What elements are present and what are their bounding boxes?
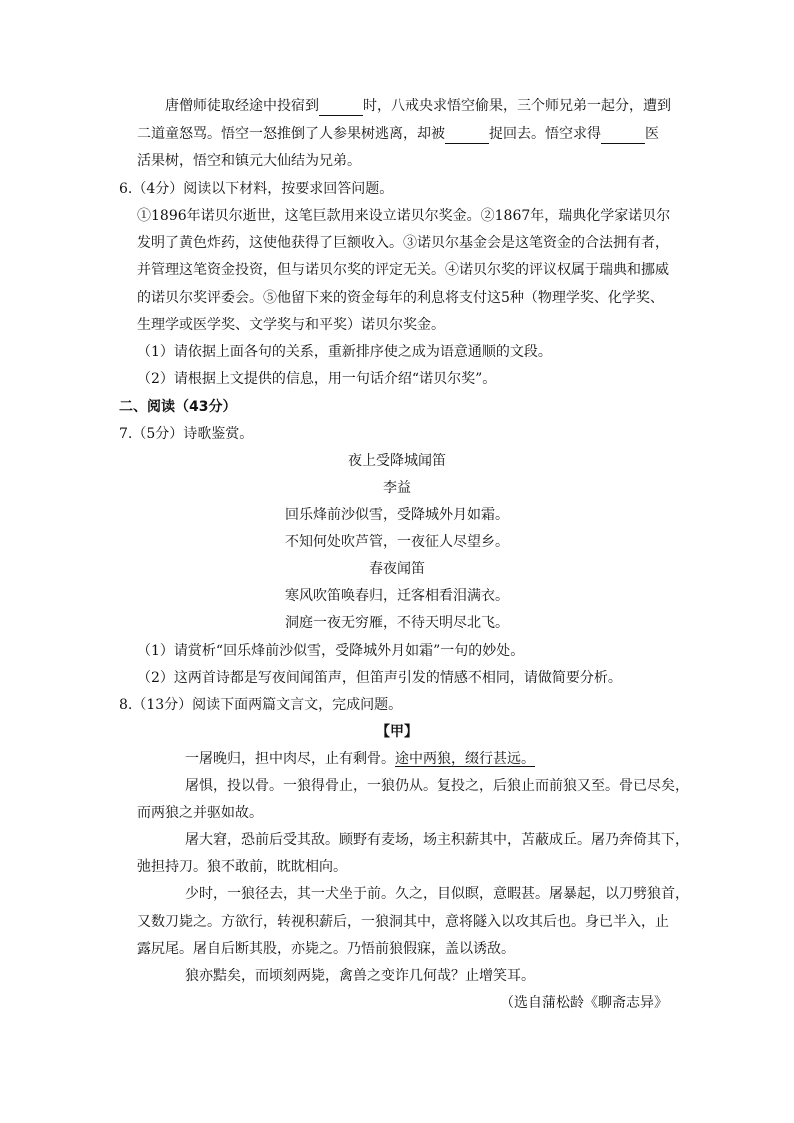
passage-paragraph-1: 一屠晚归，担中肉尽，止有剩骨。途中两狼，缀行甚远。 — [185, 751, 535, 767]
passage-paragraph-4-line-3: 露尻尾。屠自后断其股，亦毙之。乃悟前狼假寐，盖以诱敌。 — [137, 941, 515, 957]
q5-line-2: 二道童怒骂。悟空一怒推倒了人参果树逃离，却被 捉回去。悟空求得 医 — [137, 126, 659, 142]
passage-paragraph-2-line-2: 而两狼之并驱如故。 — [137, 805, 263, 821]
question-8-title: 8.（13分）阅读下面两篇文言文，完成问题。 — [119, 697, 403, 713]
poem-1-title: 夜上受降城闻笛 — [348, 453, 446, 469]
poem-line: 不知何处吹芦管，一夜征人尽望乡。 — [285, 534, 509, 550]
q5-line-3: 活果树，悟空和镇元大仙结为兄弟。 — [137, 153, 361, 169]
q7-subquestion-2: （2）这两首诗都是写夜间闻笛声，但笛声引发的情感不相同，请做简要分析。 — [137, 670, 622, 686]
passage-paragraph-4-line-1: 少时，一狼径去，其一犬坐于前。久之，目似瞑，意暇甚。屠暴起，以刀劈狼首， — [185, 886, 689, 902]
passage-paragraph-5: 狼亦黠矣，而顷刻两毙，禽兽之变诈几何哉？止增笑耳。 — [185, 968, 535, 984]
passage-paragraph-3-line-2: 弛担持刀。狼不敢前，眈眈相向。 — [137, 859, 347, 875]
poem-line: 寒风吹笛唤春归，迁客相看泪满衣。 — [285, 588, 509, 604]
q5-line-1: 唐僧师徒取经途中投宿到 时，八戒央求悟空偷果，三个师兄弟一起分，遭到 — [165, 98, 671, 114]
q6-material-line: ①1896年诺贝尔逝世，这笔巨款用来设立诺贝尔奖金。②1867年，瑞典化学家诺贝尔 — [137, 208, 671, 224]
poem-line: 回乐烽前沙似雪，受降城外月如霜。 — [285, 507, 509, 523]
q6-subquestion-2: （2）请根据上文提供的信息，用一句话介绍“诺贝尔奖”。 — [137, 371, 497, 387]
answer-blank[interactable] — [445, 129, 489, 144]
passage-paragraph-4-line-2: 又数刀毙之。方欲行，转视积薪后，一狼洞其中，意将隧入以攻其后也。身已半入，止 — [137, 914, 669, 930]
q6-material-line: 生理学或医学奖、文学奖与和平奖）诺贝尔奖金。 — [137, 317, 445, 333]
question-7-title: 7.（5分）诗歌鉴赏。 — [119, 426, 254, 442]
underlined-sentence: 途中两狼，缀行甚远。 — [395, 751, 535, 767]
q6-subquestion-1: （1）请依据上面各句的关系，重新排序使之成为语意通顺的文段。 — [137, 344, 552, 360]
poem-line: 洞庭一夜无穷雁，不待天明尽北飞。 — [285, 615, 509, 631]
passage-source: （选自蒲松龄《聊斋志异》 — [500, 995, 668, 1011]
q6-material-line: 发明了黄色炸药，这使他获得了巨额收入。③诺贝尔基金会是这笔资金的合法拥有者， — [137, 235, 669, 251]
q6-material-line: 的诺贝尔奖评委会。⑤他留下来的资金每年的利息将支付这5种（物理学奖、化学奖、 — [137, 290, 664, 306]
q6-material-line: 并管理这笔资金投资，但与诺贝尔奖的评定无关。④诺贝尔奖的评议权属于瑞典和挪威 — [137, 262, 669, 278]
poem-2-title: 春夜闻笛 — [369, 561, 425, 577]
passage-paragraph-3-line-1: 屠大窘，恐前后受其敌。顾野有麦场，场主积薪其中，苫蔽成丘。屠乃奔倚其下， — [185, 832, 689, 848]
question-6-title: 6.（4分）阅读以下材料，按要求回答问题。 — [119, 181, 394, 197]
passage-paragraph-2-line-1: 屠惧，投以骨。一狼得骨止，一狼仍从。复投之，后狼止而前狼又至。骨已尽矣， — [185, 778, 689, 794]
part-label-jia: 【甲】 — [376, 724, 418, 740]
section-heading-reading: 二、阅读（43分） — [119, 399, 237, 415]
answer-blank[interactable] — [319, 101, 363, 116]
answer-blank[interactable] — [601, 129, 645, 144]
poem-1-author: 李益 — [383, 480, 411, 496]
q7-subquestion-1: （1）请赏析“回乐烽前沙似雪，受降城外月如霜”一句的妙处。 — [137, 643, 525, 659]
